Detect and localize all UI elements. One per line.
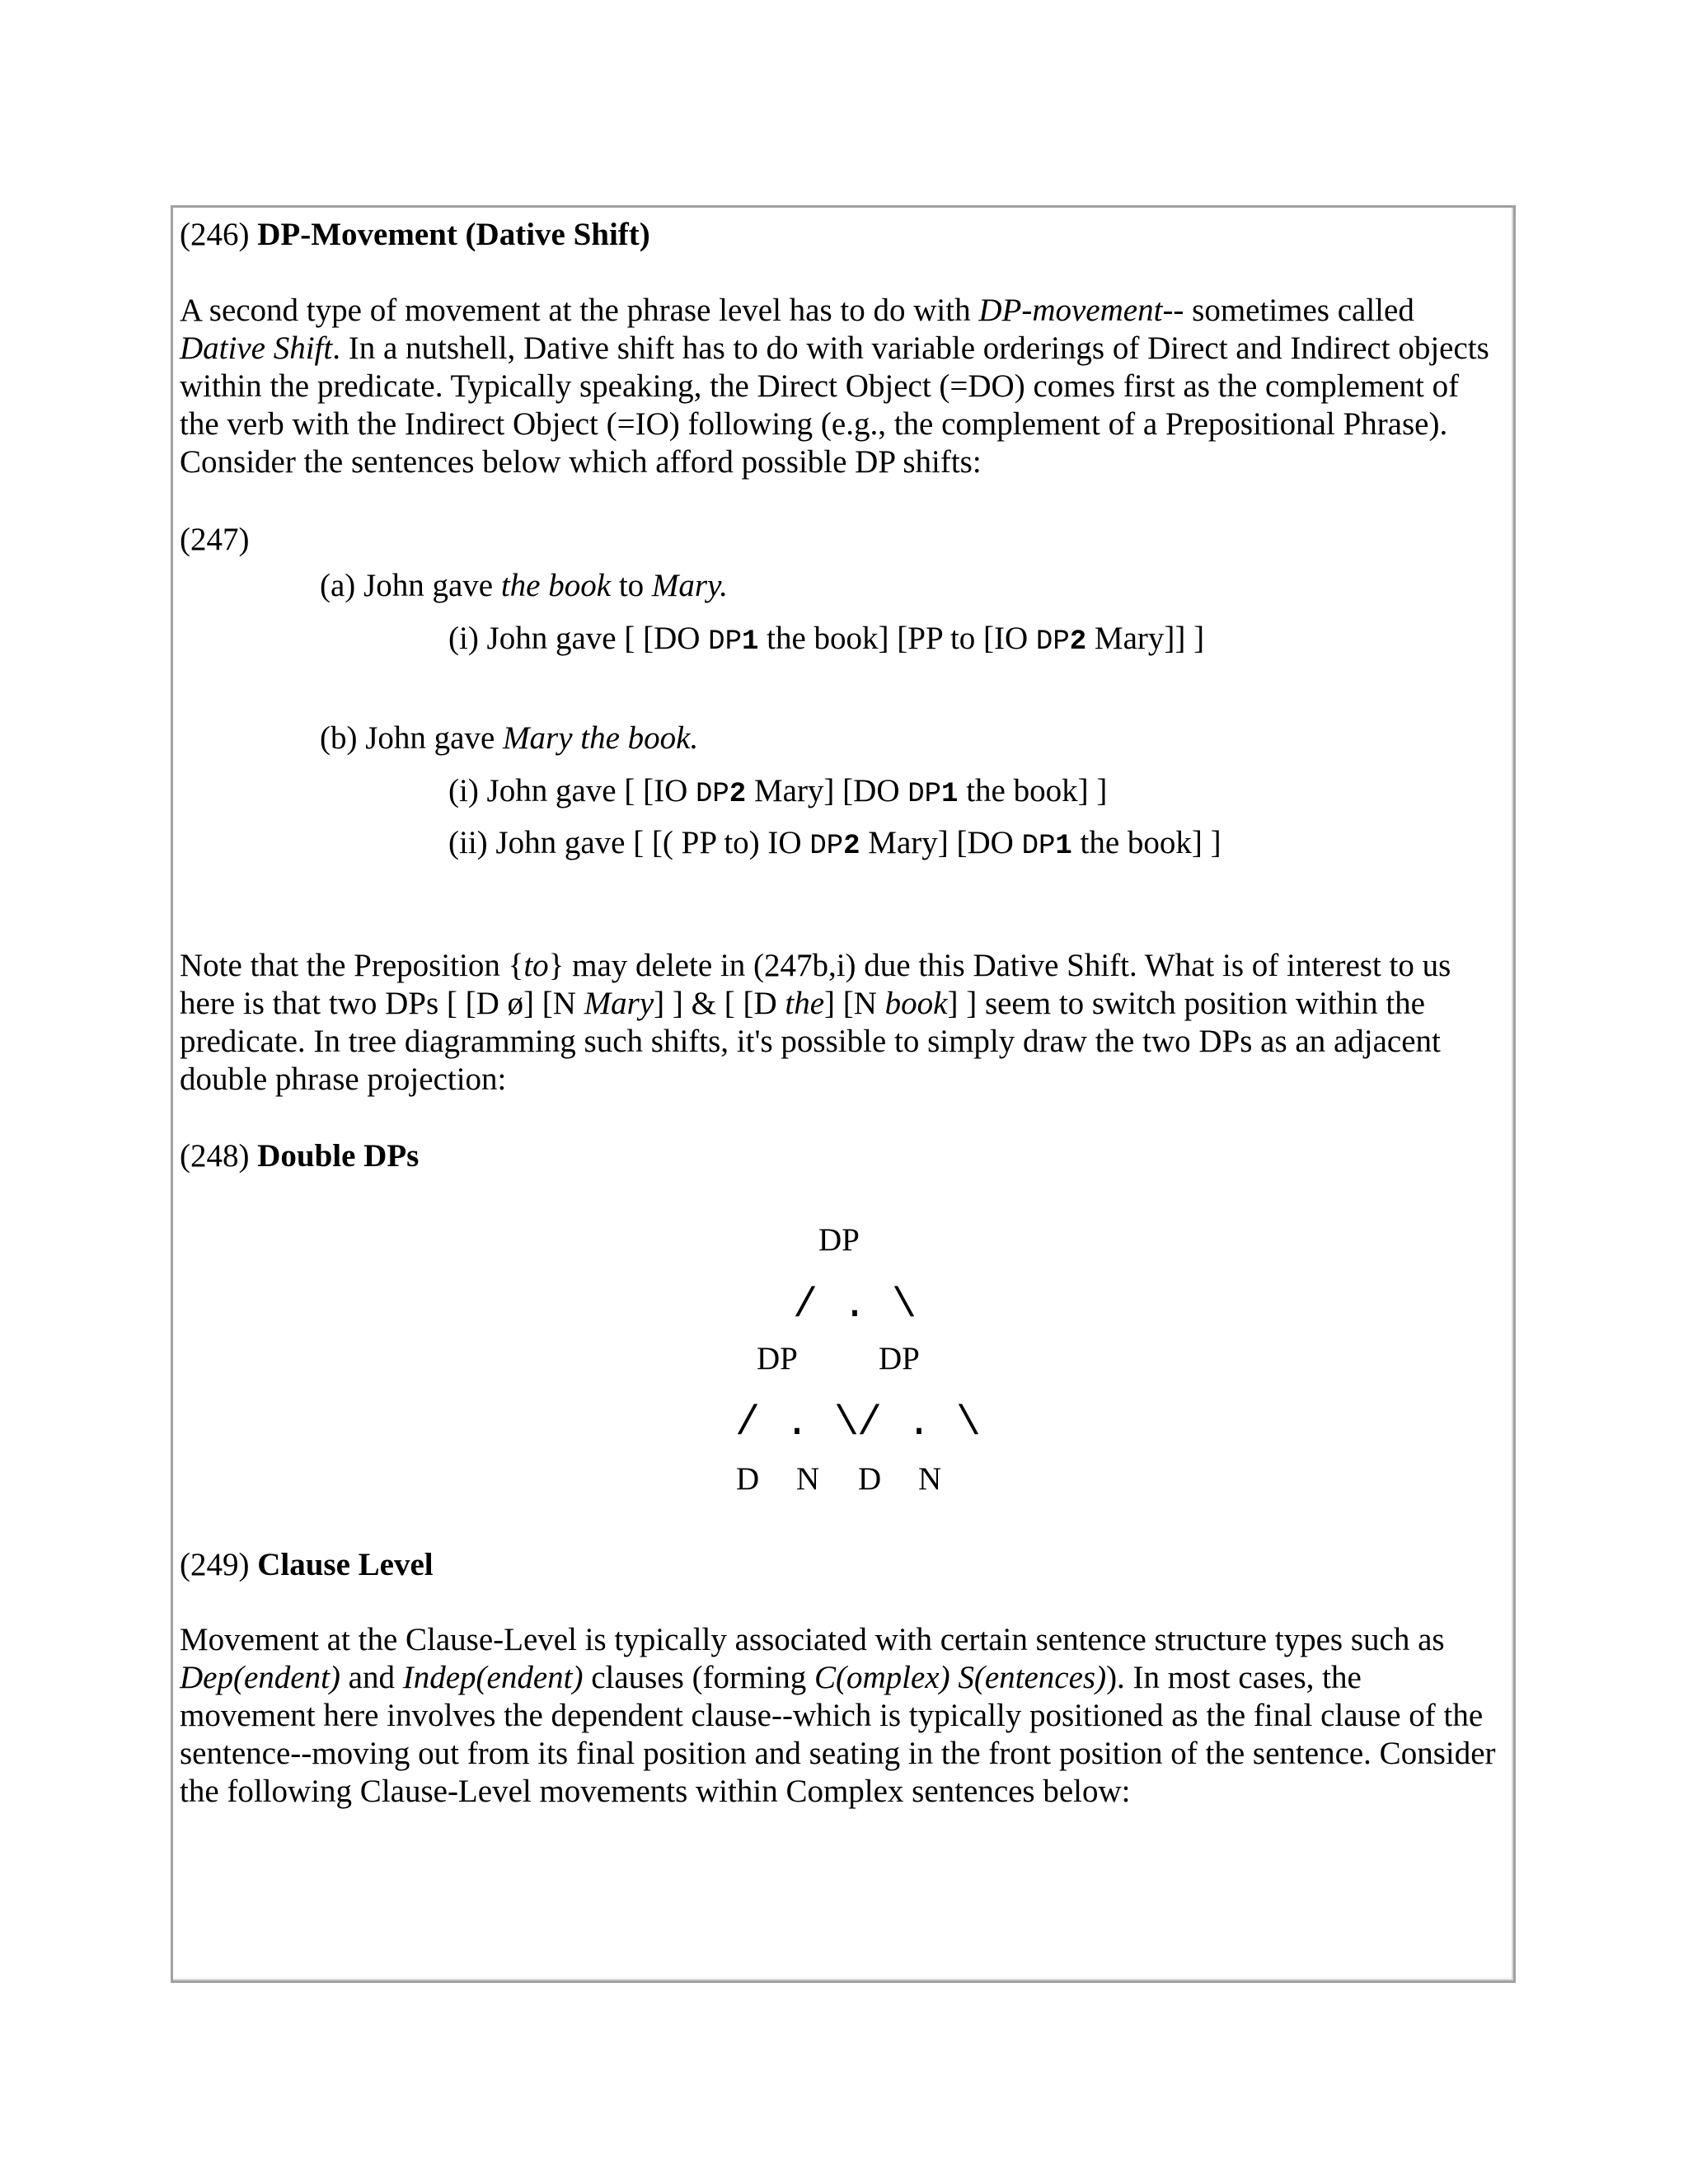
tree-root-dp: DP	[818, 1222, 860, 1258]
section-title: Double DPs	[257, 1138, 420, 1174]
tree-branch-left: / . \	[735, 1400, 860, 1447]
section-249-heading	[180, 1546, 434, 1584]
section-number: (249)	[180, 1547, 250, 1582]
tree-leaf-d: D	[858, 1461, 882, 1497]
tree-left-dp: DP	[757, 1341, 798, 1376]
paragraph-clause-level: Movement at the Clause-Level is typically associated with certain sentence structure types such as Dep(endent) and Indep(endent) clauses (forming C(omplex) S(entences)). In most cases, the movement here involves the dependent clause--which is typically positioned as the final clause of the sentence--moving out from its final position and seating in the front position of the sentence. Consider the following Clause-Level movements within Complex sentences below:	[180, 1622, 1496, 1809]
section-title: DP-Movement (Dative Shift)	[257, 217, 650, 252]
tree-branch-right: / . \	[857, 1400, 982, 1447]
example-247a: (a) John gave the book to Mary.	[320, 568, 728, 603]
example-247b: (b) John gave Mary the book.	[320, 720, 699, 756]
section-248-heading	[180, 1137, 419, 1175]
example-247b-i: (i) John gave [ [IO DP2 Mary] [DO DP1 the book] ]	[448, 773, 1108, 810]
example-247-number: (247)	[180, 522, 250, 557]
tree-leaf-n: N	[796, 1461, 820, 1497]
paragraph-note: Note that the Preposition {to} may delete in (247b,i) due this Dative Shift. What is of interest to us here is that two DPs [ [D ø] [N Mary] ] & [ [D the] [N book] ] seem to switch position within the predicate. In tree diagramming such shifts, it's possible to simply draw the two DPs as an adjacent double phrase projection:	[180, 948, 1451, 1097]
section-number: (248)	[180, 1138, 250, 1174]
section-title: Clause Level	[257, 1547, 434, 1582]
paragraph-dative-shift: A second type of movement at the phrase level has to do with DP-movement-- sometimes called Dative Shift. In a nutshell, Dative shift has to do with variable orderings of Direct and Indirect objects within the predicate. Typically speaking, the Direct Object (=DO) comes first as the complement of the verb with the Indirect Object (=IO) following (e.g., the complement of a Prepositional Phrase). Consider the sentences below which afford possible DP shifts:	[180, 293, 1489, 480]
tree-right-dp: DP	[879, 1341, 920, 1376]
tree-branch-top: / . \	[793, 1282, 917, 1329]
tree-leaf-n: N	[918, 1461, 942, 1497]
example-247b-ii: (ii) John gave [ [( PP to) IO DP2 Mary] [DO DP1 the book] ]	[448, 825, 1221, 862]
tree-leaf-d: D	[736, 1461, 760, 1497]
section-246-heading	[180, 216, 650, 254]
example-247a-i: (i) John gave [ [DO DP1 the book] [PP to [IO DP2 Mary]] ]	[448, 621, 1205, 658]
section-number: (246)	[180, 217, 250, 252]
